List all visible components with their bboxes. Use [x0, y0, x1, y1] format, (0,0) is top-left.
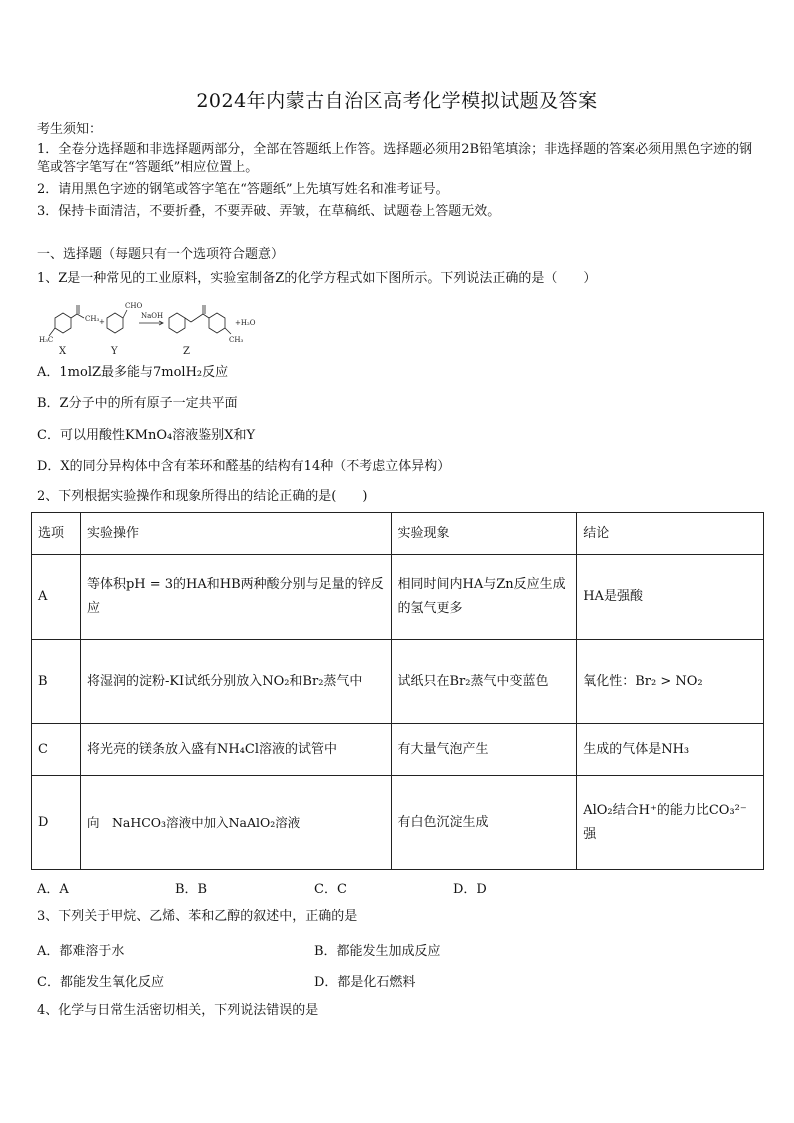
- table-row: [32, 640, 764, 724]
- table-cell: B: [32, 640, 81, 724]
- y-cho-label: CHO: [125, 302, 143, 310]
- table-cell: 向 NaHCO₃溶液中加入NaAlO₂溶液: [80, 776, 391, 870]
- notice-heading: 考生须知：: [37, 122, 103, 137]
- table-cell: AlO₂结合H⁺的能力比CO₃²⁻强: [577, 776, 764, 870]
- table-header-cell: 结论: [577, 513, 764, 555]
- water-label: +H₂O: [235, 319, 256, 327]
- naoh-label: NaOH: [141, 312, 164, 320]
- table-cell: 有白色沉淀生成: [391, 776, 577, 870]
- reaction-scheme: [37, 296, 397, 358]
- table-cell: A: [32, 555, 81, 640]
- z-ch3-label: CH₃: [229, 336, 244, 344]
- molecule-y: [107, 310, 127, 333]
- table-row: [32, 555, 764, 640]
- q3-options-row-1: [37, 940, 441, 959]
- q2-option-b: B．B: [175, 882, 208, 897]
- table-header-cell: 实验操作: [80, 513, 391, 555]
- question-4-stem: 4、化学与日常生活密切相关，下列说法错误的是: [37, 1003, 319, 1018]
- q3-option-d: D．都是化石燃料: [314, 975, 416, 990]
- table-cell: 有大量气泡产生: [391, 724, 577, 776]
- table-header-cell: 实验现象: [391, 513, 577, 555]
- q2-options: [37, 878, 487, 897]
- table-cell: 将湿润的淀粉-KI试纸分别放入NO₂和Br₂蒸气中: [80, 640, 391, 724]
- q3-option-c: C．都能发生氧化反应: [37, 975, 164, 990]
- table-cell: HA是强酸: [577, 555, 764, 640]
- page-title: 2024年内蒙古自治区高考化学模拟试题及答案: [196, 90, 598, 112]
- molecule-x: [49, 305, 84, 336]
- q3-option-b: B．都能发生加成反应: [314, 944, 441, 959]
- molecule-z: [169, 305, 231, 334]
- x-h3c-label: H₃C: [39, 336, 54, 344]
- table-row: [32, 776, 764, 870]
- notice-item-3: 3．保持卡面清洁，不要折叠，不要弄破、弄皱，在草稿纸、试题卷上答题无效。: [37, 204, 501, 219]
- x-label: X: [59, 346, 67, 357]
- q3-options-row-2: [37, 971, 415, 990]
- table-cell: 等体积pH = 3的HA和HB两种酸分别与足量的锌反应: [80, 555, 391, 640]
- table-cell: 生成的气体是NH₃: [577, 724, 764, 776]
- q1-option-a: A．1molZ最多能与7molH₂反应: [37, 365, 229, 380]
- q1-option-c: C．可以用酸性KMnO₄溶液鉴别X和Y: [37, 428, 256, 443]
- q2-option-c: C．C: [314, 882, 347, 897]
- table-header-row: [32, 513, 764, 555]
- q1-option-b: B．Z分子中的所有原子一定共平面: [37, 396, 238, 411]
- section-heading: 一、选择题（每题只有一个选项符合题意）: [37, 247, 285, 262]
- table-header-cell: 选项: [32, 513, 81, 555]
- q2-option-a: A．A: [37, 882, 69, 897]
- y-label: Y: [111, 346, 118, 357]
- table-row: [32, 724, 764, 776]
- experiment-table: [31, 512, 764, 870]
- table-cell: 相同时间内HA与Zn反应生成的氢气更多: [391, 555, 577, 640]
- table-cell: 氧化性：Br₂ > NO₂: [577, 640, 764, 724]
- question-1-stem: 1、Z是一种常见的工业原料，实验室制备Z的化学方程式如下图所示。下列说法正确的是（ ）: [37, 271, 597, 286]
- notice-item-1: 1．全卷分选择题和非选择题两部分，全部在答题纸上作答。选择题必须用2B铅笔填涂；非选择题的答案必须用黑色字迹的钢笔或答字笔写在“答题纸”相应位置上。: [37, 142, 753, 175]
- table-cell: 试纸只在Br₂蒸气中变蓝色: [391, 640, 577, 724]
- q1-option-d: D．X的同分异构体中含有苯环和醛基的结构有14种（不考虑立体异构）: [37, 459, 451, 474]
- q3-option-a: A．都难溶于水: [37, 944, 125, 959]
- z-label: Z: [183, 346, 190, 357]
- reaction-arrow: [139, 321, 163, 325]
- table-cell: 将光亮的镁条放入盛有NH₄Cl溶液的试管中: [80, 724, 391, 776]
- question-2-stem: 2、下列根据实验操作和现象所得出的结论正确的是( ): [37, 489, 368, 504]
- q2-option-d: D．D: [453, 882, 487, 897]
- plus-sign: +: [99, 318, 105, 326]
- table-cell: C: [32, 724, 81, 776]
- notice-item-2: 2．请用黑色字迹的钢笔或答字笔在“答题纸”上先填写姓名和准考证号。: [37, 182, 449, 197]
- table-cell: D: [32, 776, 81, 870]
- question-3-stem: 3、下列关于甲烷、乙烯、苯和乙醇的叙述中，正确的是: [37, 909, 358, 924]
- x-ch3-label: CH₃: [85, 315, 100, 323]
